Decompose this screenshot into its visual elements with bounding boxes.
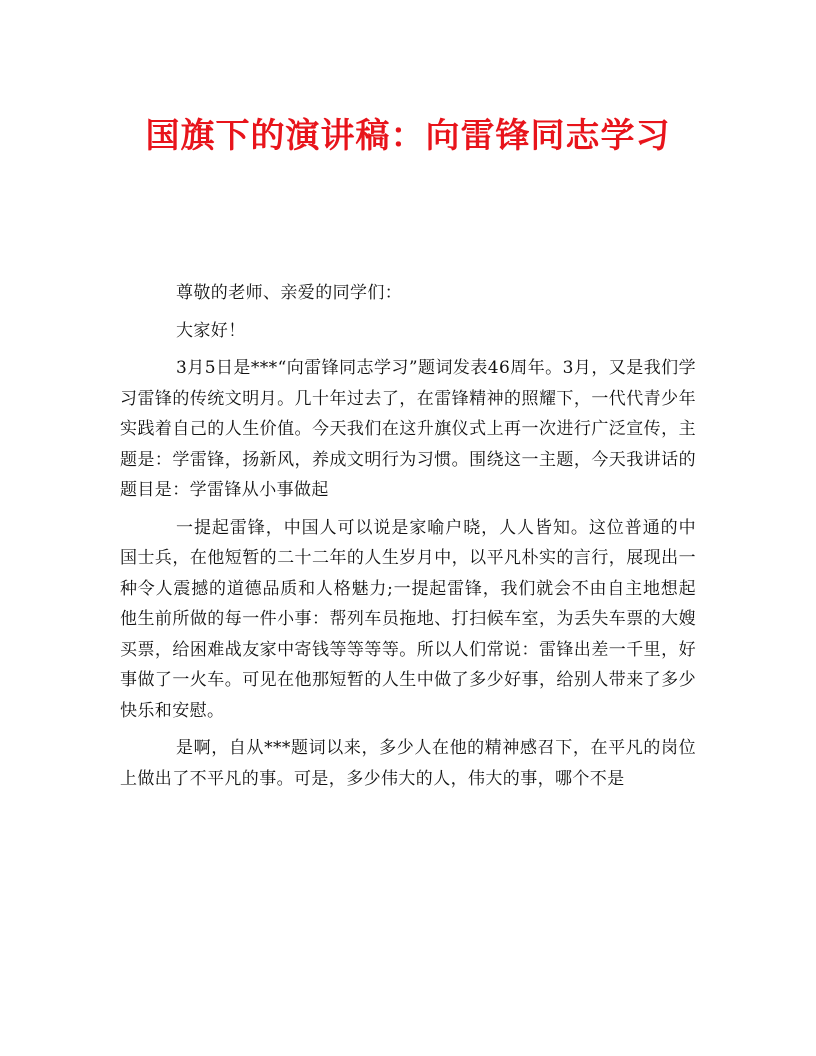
document-title: 国旗下的演讲稿：向雷锋同志学习 — [145, 116, 671, 156]
body-paragraph: 是啊，自从***题词以来，多少人在他的精神感召下，在平凡的岗位上做出了不平凡的事。可是，多少伟大的人，伟大的事，哪个不是 — [120, 738, 696, 789]
salutation-paragraph: 尊敬的老师、亲爱的同学们： — [176, 283, 403, 303]
body-paragraph: 一提起雷锋，中国人可以说是家喻户晓，人人皆知。这位普通的中国士兵，在他短暂的二十二年的人生岁月中，以平凡朴实的言行，展现出一种令人震撼的道德品质和人格魅力;一提起雷锋，我们就会不由自主地想起他生前所做的每一件小事：帮列车员拖地、打扫候车室，为丢失车票的大嫂买票，给困难战友家中寄钱等等等等。所以人们常说：雷锋出差一千里，好事做了一火车。可见在他那短暂的人生中做了多少好事，给别人带来了多少快乐和安慰。 — [120, 517, 696, 721]
body-paragraph: 3月5日是***“向雷锋同志学习”题词发表46周年。3月，又是我们学习雷锋的传统文明月。几十年过去了，在雷锋精神的照耀下，一代代青少年实践着自己的人生价值。今天我们在这升旗仪式上再一次进行广泛宣传，主题是：学雷锋，扬新风，养成文明行为习惯。围绕这一主题，今天我讲话的题目是：学雷锋从小事做起 — [120, 358, 696, 500]
document-body — [120, 278, 696, 801]
greeting-paragraph: 大家好！ — [176, 320, 246, 341]
